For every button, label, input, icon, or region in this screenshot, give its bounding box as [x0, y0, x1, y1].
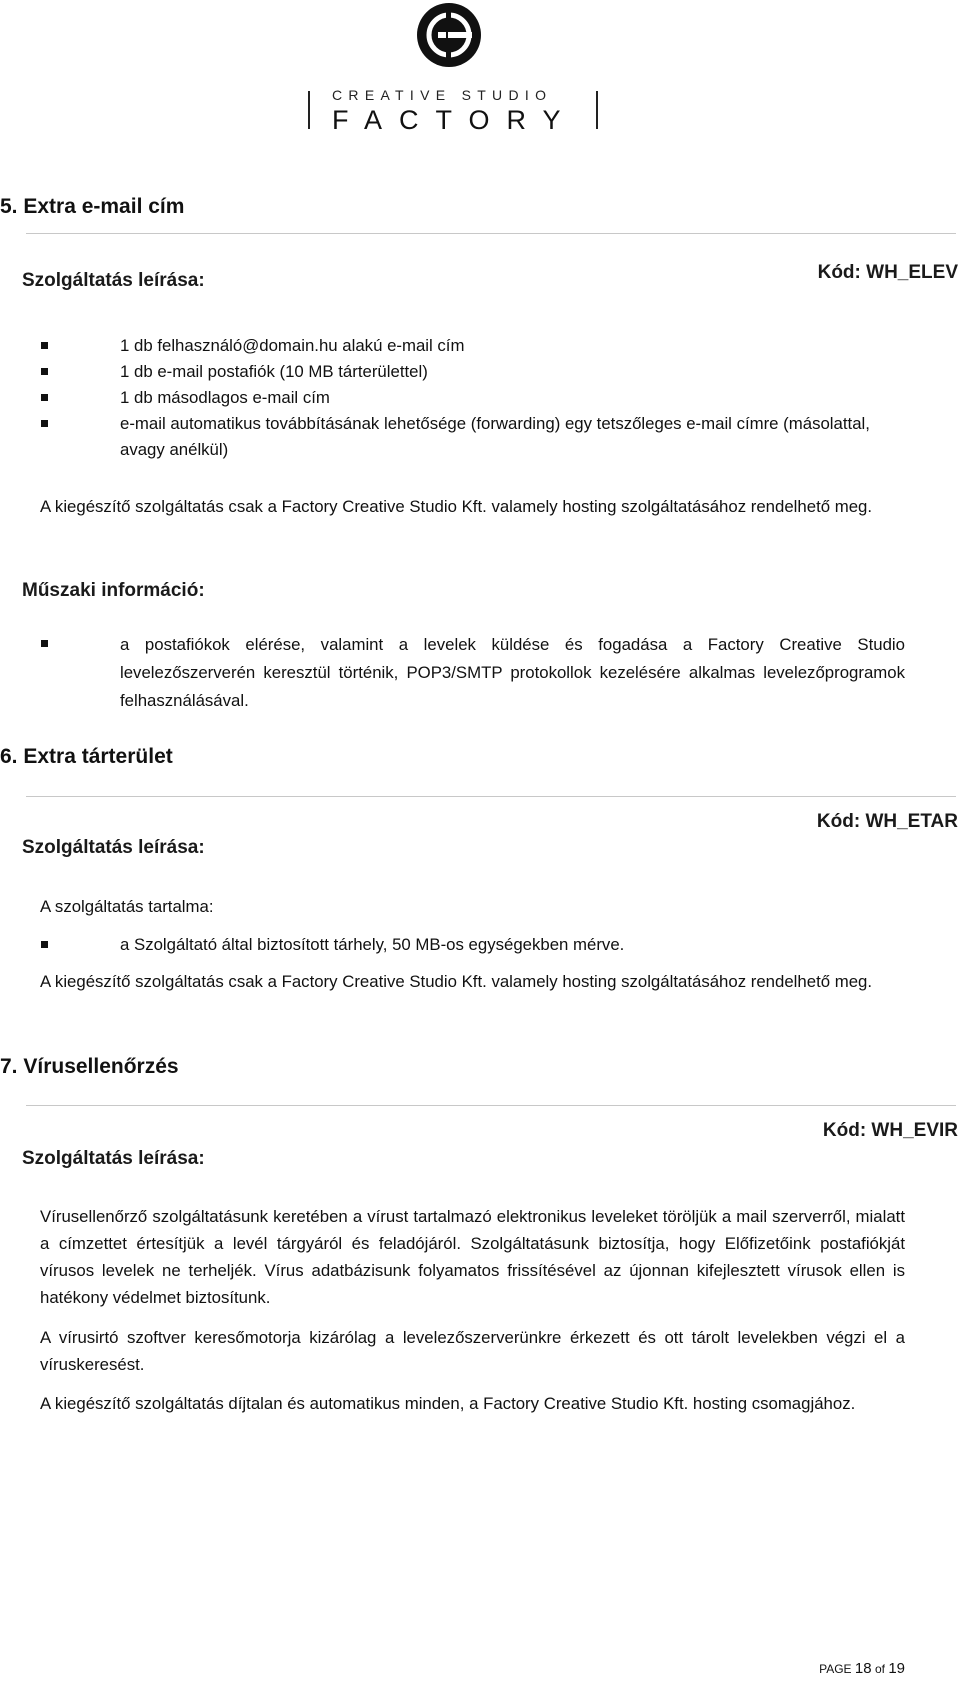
section-heading: 7. Vírusellenőrzés [0, 1055, 179, 1078]
brand-divider-left [308, 91, 310, 129]
section-divider [26, 1105, 956, 1106]
service-paragraph: Vírusellenőrző szolgáltatásunk keretében a vírust tartalmazó elektronikus leveleket töröljük a mail szerverről, mialatt a címzettet értesítjük a levél tárgyáról és feladójáról. Szolgáltatásunk biztosítja, hogy Előfizetőink postafiókját vírusos levelek ne terheljék. Vírus adatbázisunk folyamatos frissítésével az újonnan kifejlesztett vírusok ellen is hatékony védelmet biztosítunk. [40, 1207, 905, 1307]
service-paragraph: A kiegészítő szolgáltatás díjtalan és automatikus minden, a Factory Creative Studio Kft. hosting csomagjához. [40, 1394, 856, 1413]
list-item: 1 db felhasználó@domain.hu alakú e-mail cím [80, 333, 910, 359]
brand-divider-right [596, 91, 598, 129]
brand-wordmark [308, 85, 598, 133]
section-heading: 5. Extra e-mail cím [0, 195, 185, 218]
list-item: e-mail automatikus továbbításának lehetősége (forwarding) egy tetszőleges e-mail címre (másolattal, avagy anélkül) [80, 411, 910, 463]
technical-info-label: Műszaki információ: [22, 580, 205, 601]
service-code: Kód: WH_ELEV [817, 262, 958, 283]
service-note: A kiegészítő szolgáltatás csak a Factory Creative Studio Kft. valamely hosting szolgáltatásához rendelhető meg. [40, 497, 873, 516]
total-pages: 19 [888, 1660, 905, 1677]
list-item: 1 db másodlagos e-mail cím [80, 385, 910, 411]
service-bullet-list [80, 932, 910, 958]
page-header [0, 0, 960, 140]
factory-logo-icon [416, 2, 482, 68]
service-paragraph: A vírusirtó szoftver keresőmotorja kizárólag a levelezőszerverünkre érkezett és ott tárolt levelekben végzi el a víruskeresést. [40, 1328, 905, 1374]
of-word: of [874, 1662, 885, 1676]
page-word: PAGE [819, 1662, 852, 1676]
brand-name: FACTORY [332, 105, 578, 135]
service-bullet-list [80, 333, 910, 463]
list-item: a Szolgáltató által biztosított tárhely, 50 MB-os egységekben mérve. [80, 932, 910, 958]
section-heading: 6. Extra tárterület [0, 745, 173, 768]
service-code: Kód: WH_ETAR [816, 811, 958, 832]
brand-tagline: CREATIVE STUDIO [332, 87, 553, 103]
service-intro: A szolgáltatás tartalma: [40, 897, 214, 916]
service-description-label: Szolgáltatás leírása: [22, 1148, 205, 1169]
current-page: 18 [854, 1660, 872, 1677]
technical-bullet-list [80, 631, 905, 715]
service-note: A kiegészítő szolgáltatás csak a Factory Creative Studio Kft. valamely hosting szolgáltatásához rendelhető meg. [40, 972, 873, 991]
list-item: a postafiókok elérése, valamint a levelek küldése és fogadása a Factory Creative Studio levelezőszerverén keresztül történik, POP3/SMTP protokollok kezelésére alkalmas levelezőprogramok felhasználásával. [80, 631, 905, 715]
service-code: Kód: WH_EVIR [822, 1120, 958, 1141]
list-item: 1 db e-mail postafiók (10 MB tárterülettel) [80, 359, 910, 385]
section-divider [26, 233, 956, 234]
service-description-label: Szolgáltatás leírása: [22, 837, 205, 858]
service-description-label: Szolgáltatás leírása: [22, 270, 205, 291]
section-divider [26, 796, 956, 797]
page-number [819, 1660, 905, 1677]
